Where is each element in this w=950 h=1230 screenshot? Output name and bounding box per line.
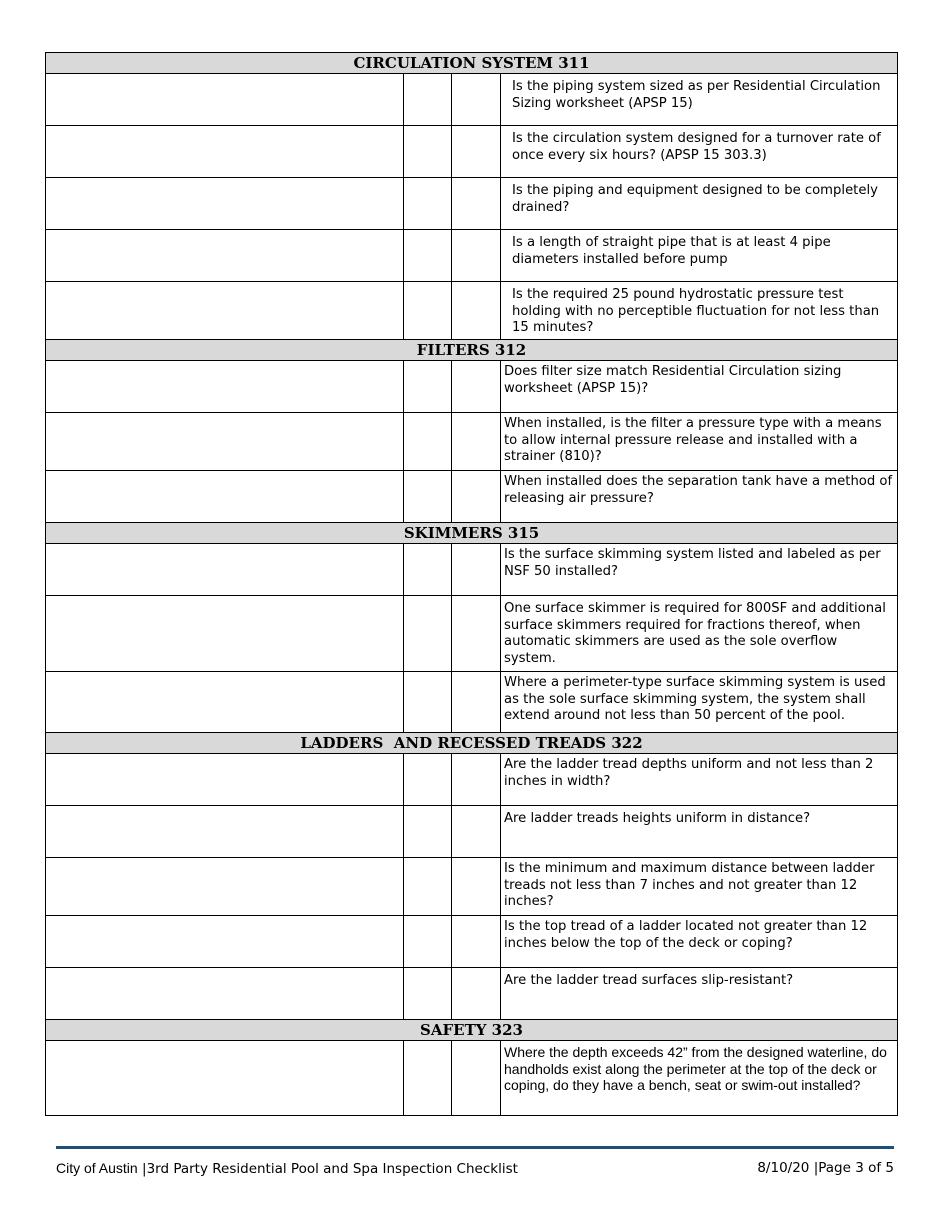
yes-cell[interactable]	[404, 178, 452, 230]
no-cell[interactable]	[452, 178, 501, 230]
notes-cell[interactable]	[46, 968, 404, 1020]
notes-cell[interactable]	[46, 413, 404, 471]
notes-cell[interactable]	[46, 672, 404, 733]
notes-cell[interactable]	[46, 544, 404, 596]
question-text: Is the top tread of a ladder located not greater than 12 inches below the top of the deck or coping?	[501, 916, 898, 968]
no-cell[interactable]	[452, 916, 501, 968]
no-cell[interactable]	[452, 968, 501, 1020]
footer-right	[757, 1160, 894, 1176]
section-header-safety	[46, 1020, 898, 1041]
question-text: Is the circulation system designed for a turnover rate of once every six hours? (APSP 15 303.3)	[501, 126, 898, 178]
yes-cell[interactable]	[404, 596, 452, 672]
question-text: Where the depth exceeds 42” from the designed waterline, do handholds exist along the perimeter at the top of the deck or coping, do they have a bench, seat or swim-out installed?	[501, 1041, 898, 1116]
footer-separator: |	[813, 1160, 819, 1176]
question-text: Is the piping system sized as per Residential Circulation Sizing worksheet (APSP 15)	[501, 74, 898, 126]
checklist-row	[46, 282, 898, 340]
yes-cell[interactable]	[404, 413, 452, 471]
yes-cell[interactable]	[404, 754, 452, 806]
no-cell[interactable]	[452, 858, 501, 916]
no-cell[interactable]	[452, 282, 501, 340]
checklist-row	[46, 858, 898, 916]
notes-cell[interactable]	[46, 754, 404, 806]
notes-cell[interactable]	[46, 858, 404, 916]
no-cell[interactable]	[452, 74, 501, 126]
checklist-row	[46, 74, 898, 126]
notes-cell[interactable]	[46, 230, 404, 282]
checklist-row	[46, 544, 898, 596]
section-title: SAFETY 323	[46, 1020, 898, 1041]
footer-divider	[56, 1146, 894, 1149]
question-text: Does filter size match Residential Circulation sizing worksheet (APSP 15)?	[501, 361, 898, 413]
no-cell[interactable]	[452, 544, 501, 596]
checklist-row	[46, 178, 898, 230]
notes-cell[interactable]	[46, 74, 404, 126]
section-title: CIRCULATION SYSTEM 311	[46, 53, 898, 74]
checklist-row	[46, 361, 898, 413]
section-header-filters	[46, 340, 898, 361]
notes-cell[interactable]	[46, 1041, 404, 1116]
yes-cell[interactable]	[404, 858, 452, 916]
notes-cell[interactable]	[46, 178, 404, 230]
yes-cell[interactable]	[404, 126, 452, 178]
yes-cell[interactable]	[404, 672, 452, 733]
notes-cell[interactable]	[46, 916, 404, 968]
checklist-row	[46, 916, 898, 968]
question-text: Is the required 25 pound hydrostatic pressure test holding with no perceptible fluctuation for not less than 15 minutes?	[501, 282, 898, 340]
inspection-checklist-table	[45, 52, 898, 1116]
question-text: Is the surface skimming system listed and labeled as per NSF 50 installed?	[501, 544, 898, 596]
section-title: SKIMMERS 315	[46, 523, 898, 544]
question-text: Where a perimeter-type surface skimming system is used as the sole surface skimming system, the system shall extend around not less than 50 percent of the pool.	[501, 672, 898, 733]
yes-cell[interactable]	[404, 916, 452, 968]
no-cell[interactable]	[452, 126, 501, 178]
notes-cell[interactable]	[46, 471, 404, 523]
no-cell[interactable]	[452, 806, 501, 858]
footer-separator: |	[142, 1161, 147, 1177]
checklist-row	[46, 968, 898, 1020]
checklist-row	[46, 672, 898, 733]
question-text: One surface skimmer is required for 800SF and additional surface skimmers required for fractions thereof, when automatic skimmers are used as the sole overflow system.	[501, 596, 898, 672]
no-cell[interactable]	[452, 471, 501, 523]
no-cell[interactable]	[452, 596, 501, 672]
checklist-row	[46, 1041, 898, 1116]
yes-cell[interactable]	[404, 361, 452, 413]
notes-cell[interactable]	[46, 596, 404, 672]
footer-page-number: Page 3 of 5	[818, 1160, 894, 1176]
yes-cell[interactable]	[404, 282, 452, 340]
footer-date: 8/10/20	[757, 1160, 810, 1176]
checklist-row	[46, 471, 898, 523]
yes-cell[interactable]	[404, 544, 452, 596]
no-cell[interactable]	[452, 672, 501, 733]
footer-org: City of Austin	[56, 1160, 138, 1176]
section-title: LADDERS AND RECESSED TREADS 322	[46, 733, 898, 754]
footer-doc-title: 3rd Party Residential Pool and Spa Inspection Checklist	[146, 1161, 518, 1177]
notes-cell[interactable]	[46, 806, 404, 858]
checklist-row	[46, 754, 898, 806]
yes-cell[interactable]	[404, 1041, 452, 1116]
question-text: Are ladder treads heights uniform in distance?	[501, 806, 898, 858]
section-header-ladders	[46, 733, 898, 754]
no-cell[interactable]	[452, 413, 501, 471]
question-text: When installed, is the filter a pressure type with a means to allow internal pressure release and installed with a strainer (810)?	[501, 413, 898, 471]
yes-cell[interactable]	[404, 806, 452, 858]
checklist-row	[46, 413, 898, 471]
checklist-row	[46, 596, 898, 672]
question-text: Is a length of straight pipe that is at least 4 pipe diameters installed before pump	[501, 230, 898, 282]
no-cell[interactable]	[452, 1041, 501, 1116]
yes-cell[interactable]	[404, 230, 452, 282]
no-cell[interactable]	[452, 361, 501, 413]
question-text: Is the minimum and maximum distance between ladder treads not less than 7 inches and not greater than 12 inches?	[501, 858, 898, 916]
question-text: Are the ladder tread depths uniform and not less than 2 inches in width?	[501, 754, 898, 806]
checklist-row	[46, 230, 898, 282]
section-header-circulation	[46, 53, 898, 74]
notes-cell[interactable]	[46, 126, 404, 178]
yes-cell[interactable]	[404, 471, 452, 523]
section-title: FILTERS 312	[46, 340, 898, 361]
section-header-skimmers	[46, 523, 898, 544]
no-cell[interactable]	[452, 230, 501, 282]
no-cell[interactable]	[452, 754, 501, 806]
question-text: When installed does the separation tank have a method of releasing air pressure?	[501, 471, 898, 523]
question-text: Are the ladder tread surfaces slip-resistant?	[501, 968, 898, 1020]
yes-cell[interactable]	[404, 968, 452, 1020]
checklist-row	[46, 126, 898, 178]
footer-left	[56, 1160, 518, 1177]
checklist-row	[46, 806, 898, 858]
notes-cell[interactable]	[46, 361, 404, 413]
question-text: Is the piping and equipment designed to be completely drained?	[501, 178, 898, 230]
notes-cell[interactable]	[46, 282, 404, 340]
yes-cell[interactable]	[404, 74, 452, 126]
